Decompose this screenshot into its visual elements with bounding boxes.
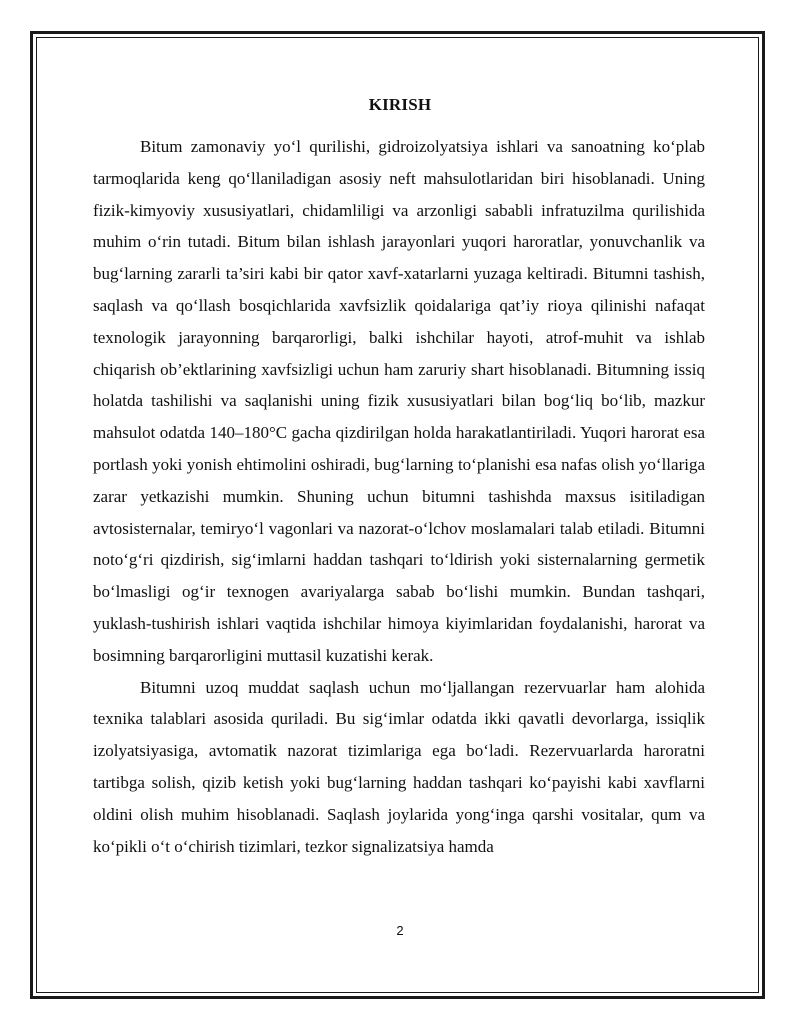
page-title: KIRISH xyxy=(368,95,432,114)
paragraph-1: Bitum zamonaviy yo‘l qurilishi, gidroizolyatsiya ishlari va sanoatning ko‘plab tarmoqlarida keng qo‘llaniladigan asosiy neft mahsulotlaridan biri hisoblanadi. Uning fizik-kimyoviy xususiyatlari, chidamliligi va arzonligi sababli infratuzilma qurilishida muhim o‘rin tutadi. Bitum bilan ishlash jarayonlari yuqori haroratlar, yonuvchanlik va bug‘larning zararli ta’siri kabi bir qator xavf-xatarlarni yuzaga keltiradi. Bitumni tashish, saqlash va qo‘llash bosqichlarida xavfsizlik qoidalariga qat’iy rioya qilinishi nafaqat texnologik jarayonning barqarorligi, balki ishchilar hayoti, atrof-muhit va ishlab chiqarish ob’ektlarining xavfsizligi uchun ham zaruriy shart hisoblanadi. Bitumning issiq holatda tashilishi va saqlanishi uning fizik xususiyatlari bilan bog‘liq bo‘lib, mazkur mahsulot odatda 140–180°C gacha qizdirilgan holda harakatlantiriladi. Yuqori harorat esa portlash yoki yonish ehtimolini oshiradi, bug‘larning to‘planishi esa nafas olish yo‘llariga zarar yetkazishi mumkin. Shuning uchun bitumni tashishda maxsus isitiladigan avtosisternalar, temiryo‘l vagonlari va nazorat-o‘lchov moslamalari talab etiladi. Bitumni noto‘g‘ri qizdirish, sig‘imlarni haddan tashqari to‘ldirish yoki sisternalarning germetik bo‘lmasligi og‘ir texnogen avariyalarga sabab bo‘lishi mumkin. Bundan tashqari, yuklash-tushirish ishlari vaqtida ishchilar himoya kiyimlaridan foydalanishi, harorat va bosimning barqarorligini muttasil kuzatishi kerak. xyxy=(93,137,705,665)
page-number: 2 xyxy=(396,923,404,938)
body-text xyxy=(93,131,705,862)
paragraph-2: Bitumni uzoq muddat saqlash uchun mo‘ljallangan rezervuarlar ham alohida texnika talablari asosida quriladi. Bu sig‘imlar odatda ikki qavatli devorlarga, issiqlik izolyatsiyasiga, avtomatik nazorat tizimlariga ega bo‘ladi. Rezervuarlarda haroratni tartibga solish, qizib ketish yoki bug‘larning haddan tashqari ko‘payishi kabi xavflarni oldini olish muhim hisoblanadi. Saqlash joylarida yong‘inga qarshi vositalar, qum va ko‘pikli o‘t o‘chirish tizimlari, tezkor signalizatsiya hamda xyxy=(93,677,705,856)
